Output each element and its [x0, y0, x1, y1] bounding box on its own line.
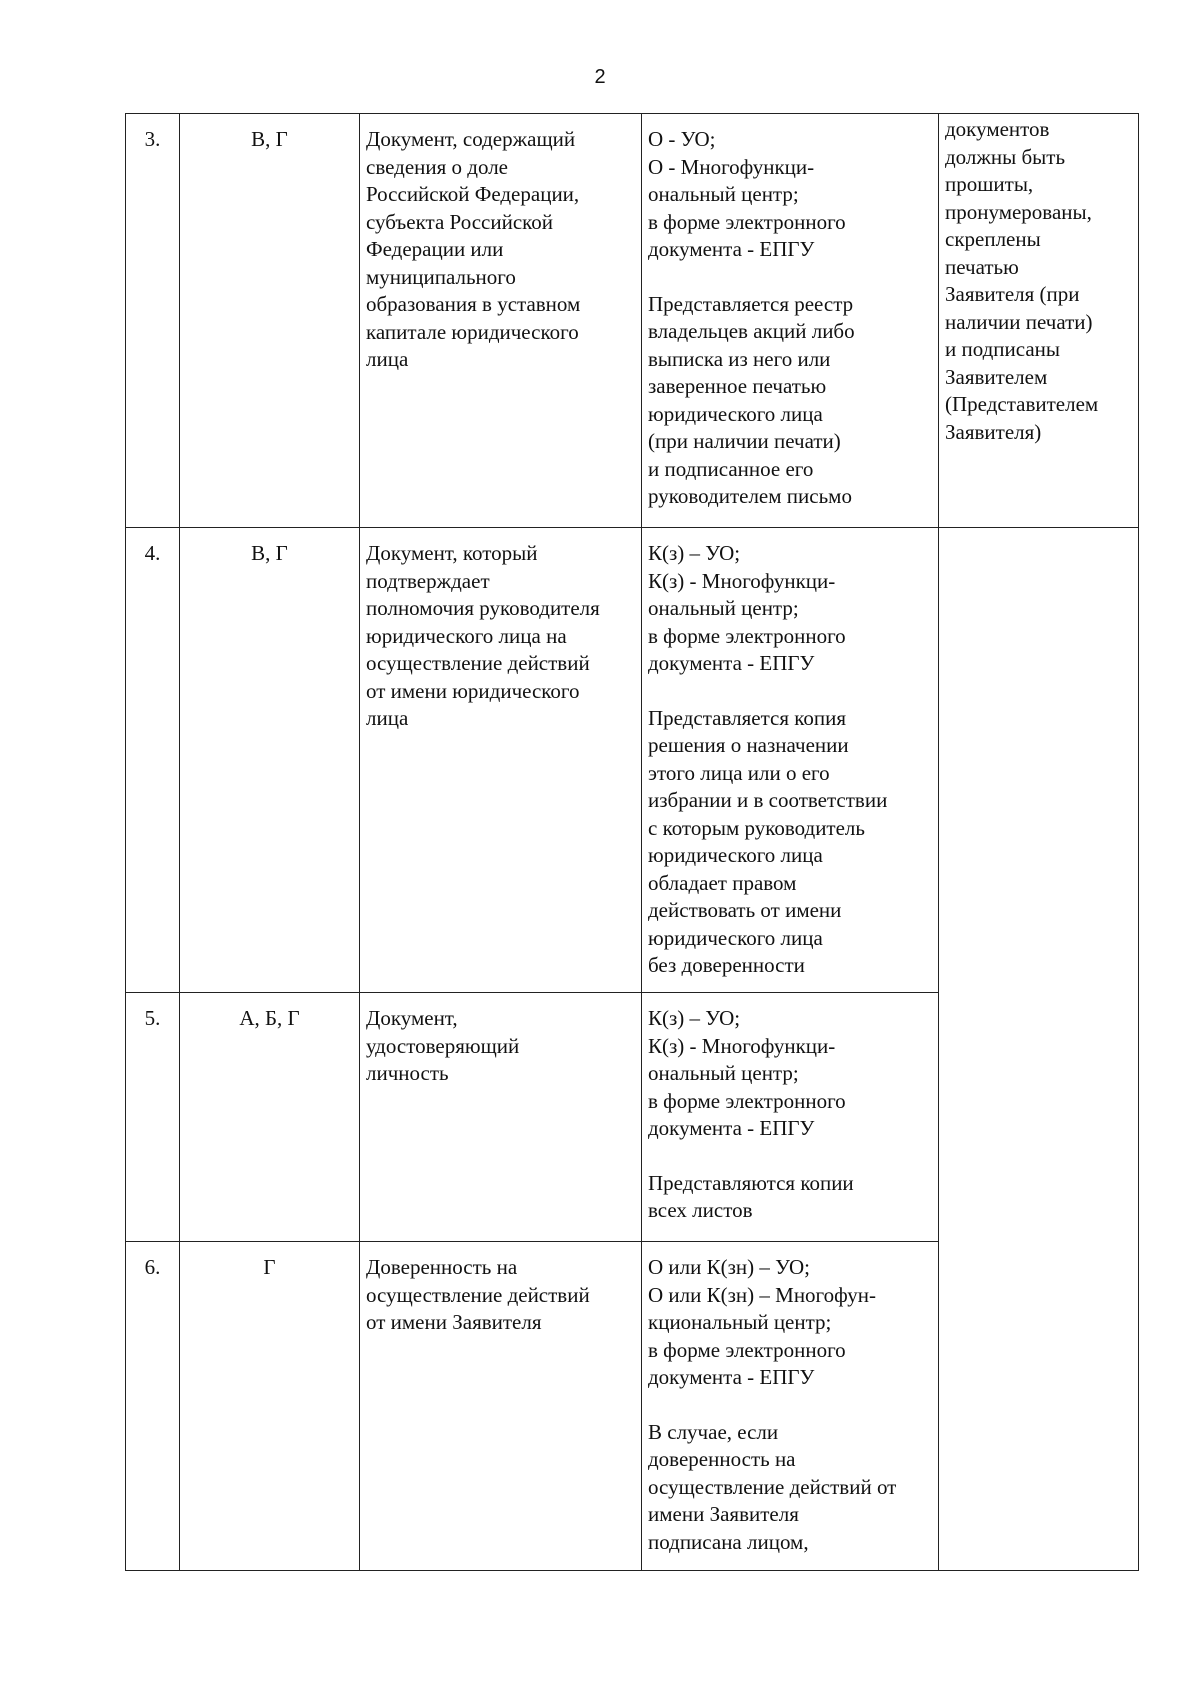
submission-form-cell	[642, 993, 939, 1242]
document-name: Документ, удостоверяющий личность	[360, 993, 642, 1242]
table-row	[126, 528, 1139, 993]
requirements-table	[125, 113, 1139, 1571]
submission-note: В случае, если доверенность на осуществление действий от имени Заявителя подписана лицом,	[648, 1419, 897, 1554]
row-number: 4.	[126, 528, 180, 993]
submission-form: К(з) – УО; К(з) - Многофункци- ональный центр; в форме электронного документа - ЕПГУ	[648, 541, 846, 675]
submission-note: Представляются копии всех листов	[648, 1170, 854, 1222]
row-number: 6.	[126, 1242, 180, 1571]
submission-form-cell	[642, 1242, 939, 1571]
document-name: Документ, который подтверждает полномочия руководителя юридического лица на осуществление действий от имени юридического лица	[360, 528, 642, 993]
row-number: 5.	[126, 993, 180, 1242]
submission-note: Представляется копия решения о назначении этого лица или о его избрании и в соответствии с которым руководитель юридического лица обладает правом действовать от имени юридического лица без доверенности	[648, 705, 888, 977]
document-name: Документ, содержащий сведения о доле Российской Федерации, субъекта Российской Федерации или муниципального образования в уставном капитале юридического лица	[360, 114, 642, 528]
submission-form-cell	[642, 114, 939, 528]
applicant-category: А, Б, Г	[180, 993, 360, 1242]
page-number: 2	[594, 66, 606, 88]
side-note: документов должны быть прошиты, пронумерованы, скреплены печатью Заявителя (при наличии печати) и подписаны Заявителем (Представителем Заявителя)	[939, 114, 1139, 528]
applicant-category: В, Г	[180, 528, 360, 993]
submission-form: О или К(зн) – УО; О или К(зн) – Многофун- кциональный центр; в форме электронного документа - ЕПГУ	[648, 1255, 876, 1389]
document-name: Доверенность на осуществление действий от имени Заявителя	[360, 1242, 642, 1571]
submission-form: О - УО; О - Многофункци- ональный центр; в форме электронного документа - ЕПГУ	[648, 127, 846, 261]
applicant-category: В, Г	[180, 114, 360, 528]
side-note-continuation	[939, 528, 1139, 1571]
table-row	[126, 114, 1139, 528]
submission-form: К(з) – УО; К(з) - Многофункци- ональный центр; в форме электронного документа - ЕПГУ	[648, 1006, 846, 1140]
submission-form-cell	[642, 528, 939, 993]
row-number: 3.	[126, 114, 180, 528]
applicant-category: Г	[180, 1242, 360, 1571]
submission-note: Представляется реестр владельцев акций либо выписка из него или заверенное печатью юридического лица (при наличии печати) и подписанное его руководителем письмо	[648, 291, 855, 508]
